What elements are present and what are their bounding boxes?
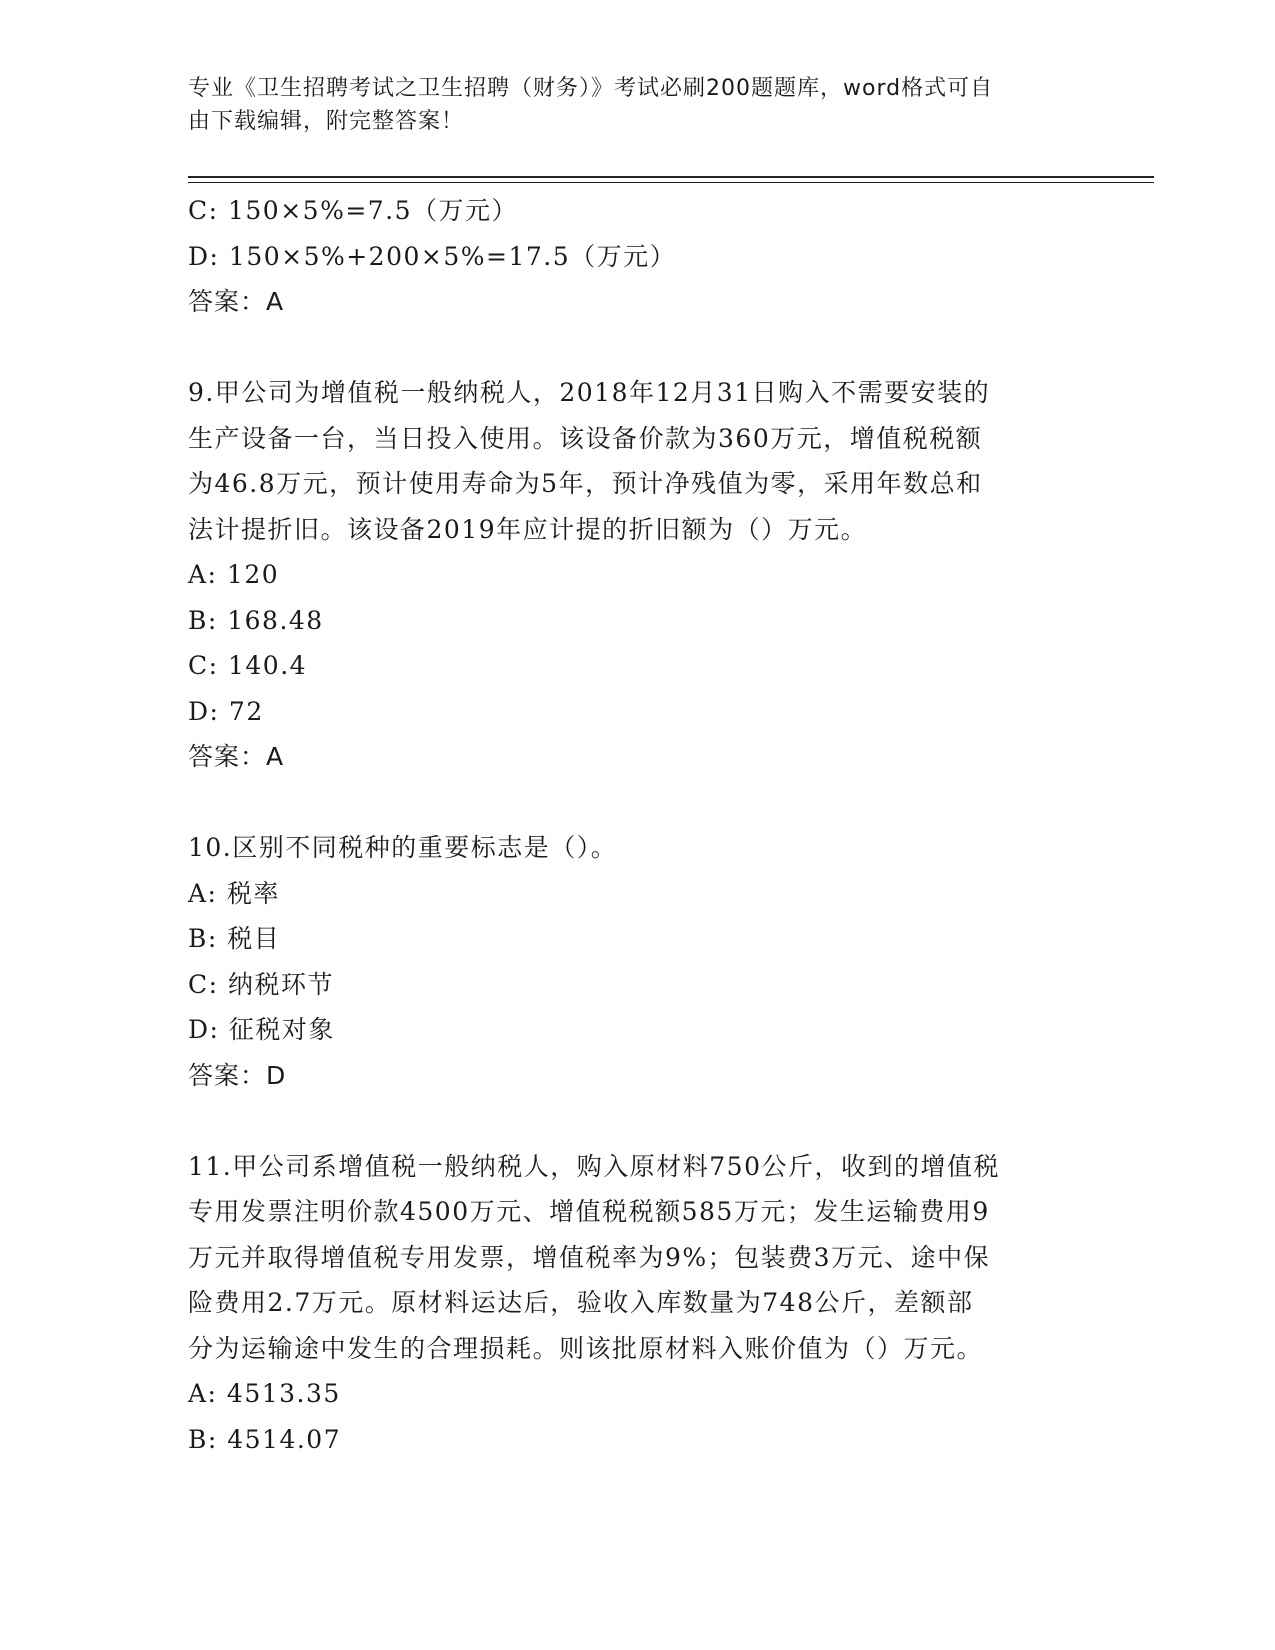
spacer <box>188 325 1088 371</box>
option-d: D: 72 <box>188 696 264 726</box>
question-9 <box>188 370 1088 780</box>
question-stem-line: 9.甲公司为增值税一般纳税人，2018年12月31日购入不需要安装的 <box>188 378 991 407</box>
answer-line: 答案：D <box>188 1060 287 1090</box>
question-10 <box>188 825 1088 1098</box>
question-stem-line: 法计提折旧。该设备2019年应计提的折旧额为（）万元。 <box>188 514 868 544</box>
question-stem-line: 11.甲公司系增值税一般纳税人，购入原材料750公斤，收到的增值税 <box>188 1151 1000 1181</box>
option-a: A: 税率 <box>188 878 280 908</box>
question-stem-line: 分为运输途中发生的合理损耗。则该批原材料入账价值为（）万元。 <box>188 1333 984 1363</box>
question-stem-line: 生产设备一台，当日投入使用。该设备价款为360万元，增值税税额 <box>188 423 983 453</box>
option-d: D: 征税对象 <box>188 1015 335 1044</box>
document-header <box>188 72 1068 138</box>
question-11 <box>188 1144 1088 1463</box>
answer-line: 答案：A <box>188 287 285 316</box>
option-c: C: 纳税环节 <box>188 969 334 999</box>
option-a: A: 120 <box>188 560 280 589</box>
option-b: B: 4514.07 <box>188 1424 342 1454</box>
answer-line: 答案：A <box>188 742 285 771</box>
header-line-1: 专业《卫生招聘考试之卫生招聘（财务）》考试必刷200题题库，word格式可自 <box>188 76 994 101</box>
question-stem-line: 专用发票注明价款4500万元、增值税税额585万元；发生运输费用9 <box>188 1197 990 1226</box>
question-stem-line: 10.区别不同税种的重要标志是（）。 <box>188 833 618 862</box>
option-a: A: 4513.35 <box>188 1379 341 1408</box>
option-d: D: 150×5%+200×5%=17.5（万元） <box>188 241 677 271</box>
question-stem-line: 万元并取得增值税专用发票，增值税率为9%；包装费3万元、途中保 <box>188 1242 991 1272</box>
question-stem-line: 为46.8万元，预计使用寿命为5年，预计净残值为零，采用年数总和 <box>188 469 983 498</box>
header-rule-thick <box>188 176 1154 178</box>
option-b: B: 168.48 <box>188 605 324 635</box>
option-c: C: 150×5%=7.5（万元） <box>188 196 519 225</box>
spacer <box>188 780 1088 826</box>
question-stem-line: 险费用2.7万元。原材料运达后，验收入库数量为748公斤，差额部 <box>188 1288 974 1317</box>
option-c: C: 140.4 <box>188 651 308 680</box>
header-line-2: 由下载编辑，附完整答案！ <box>188 109 465 134</box>
question-list <box>188 188 1088 1462</box>
prev-question-tail <box>188 188 1088 325</box>
header-rule-thin <box>188 182 1154 183</box>
spacer <box>188 1098 1088 1144</box>
option-b: B: 税目 <box>188 924 281 953</box>
